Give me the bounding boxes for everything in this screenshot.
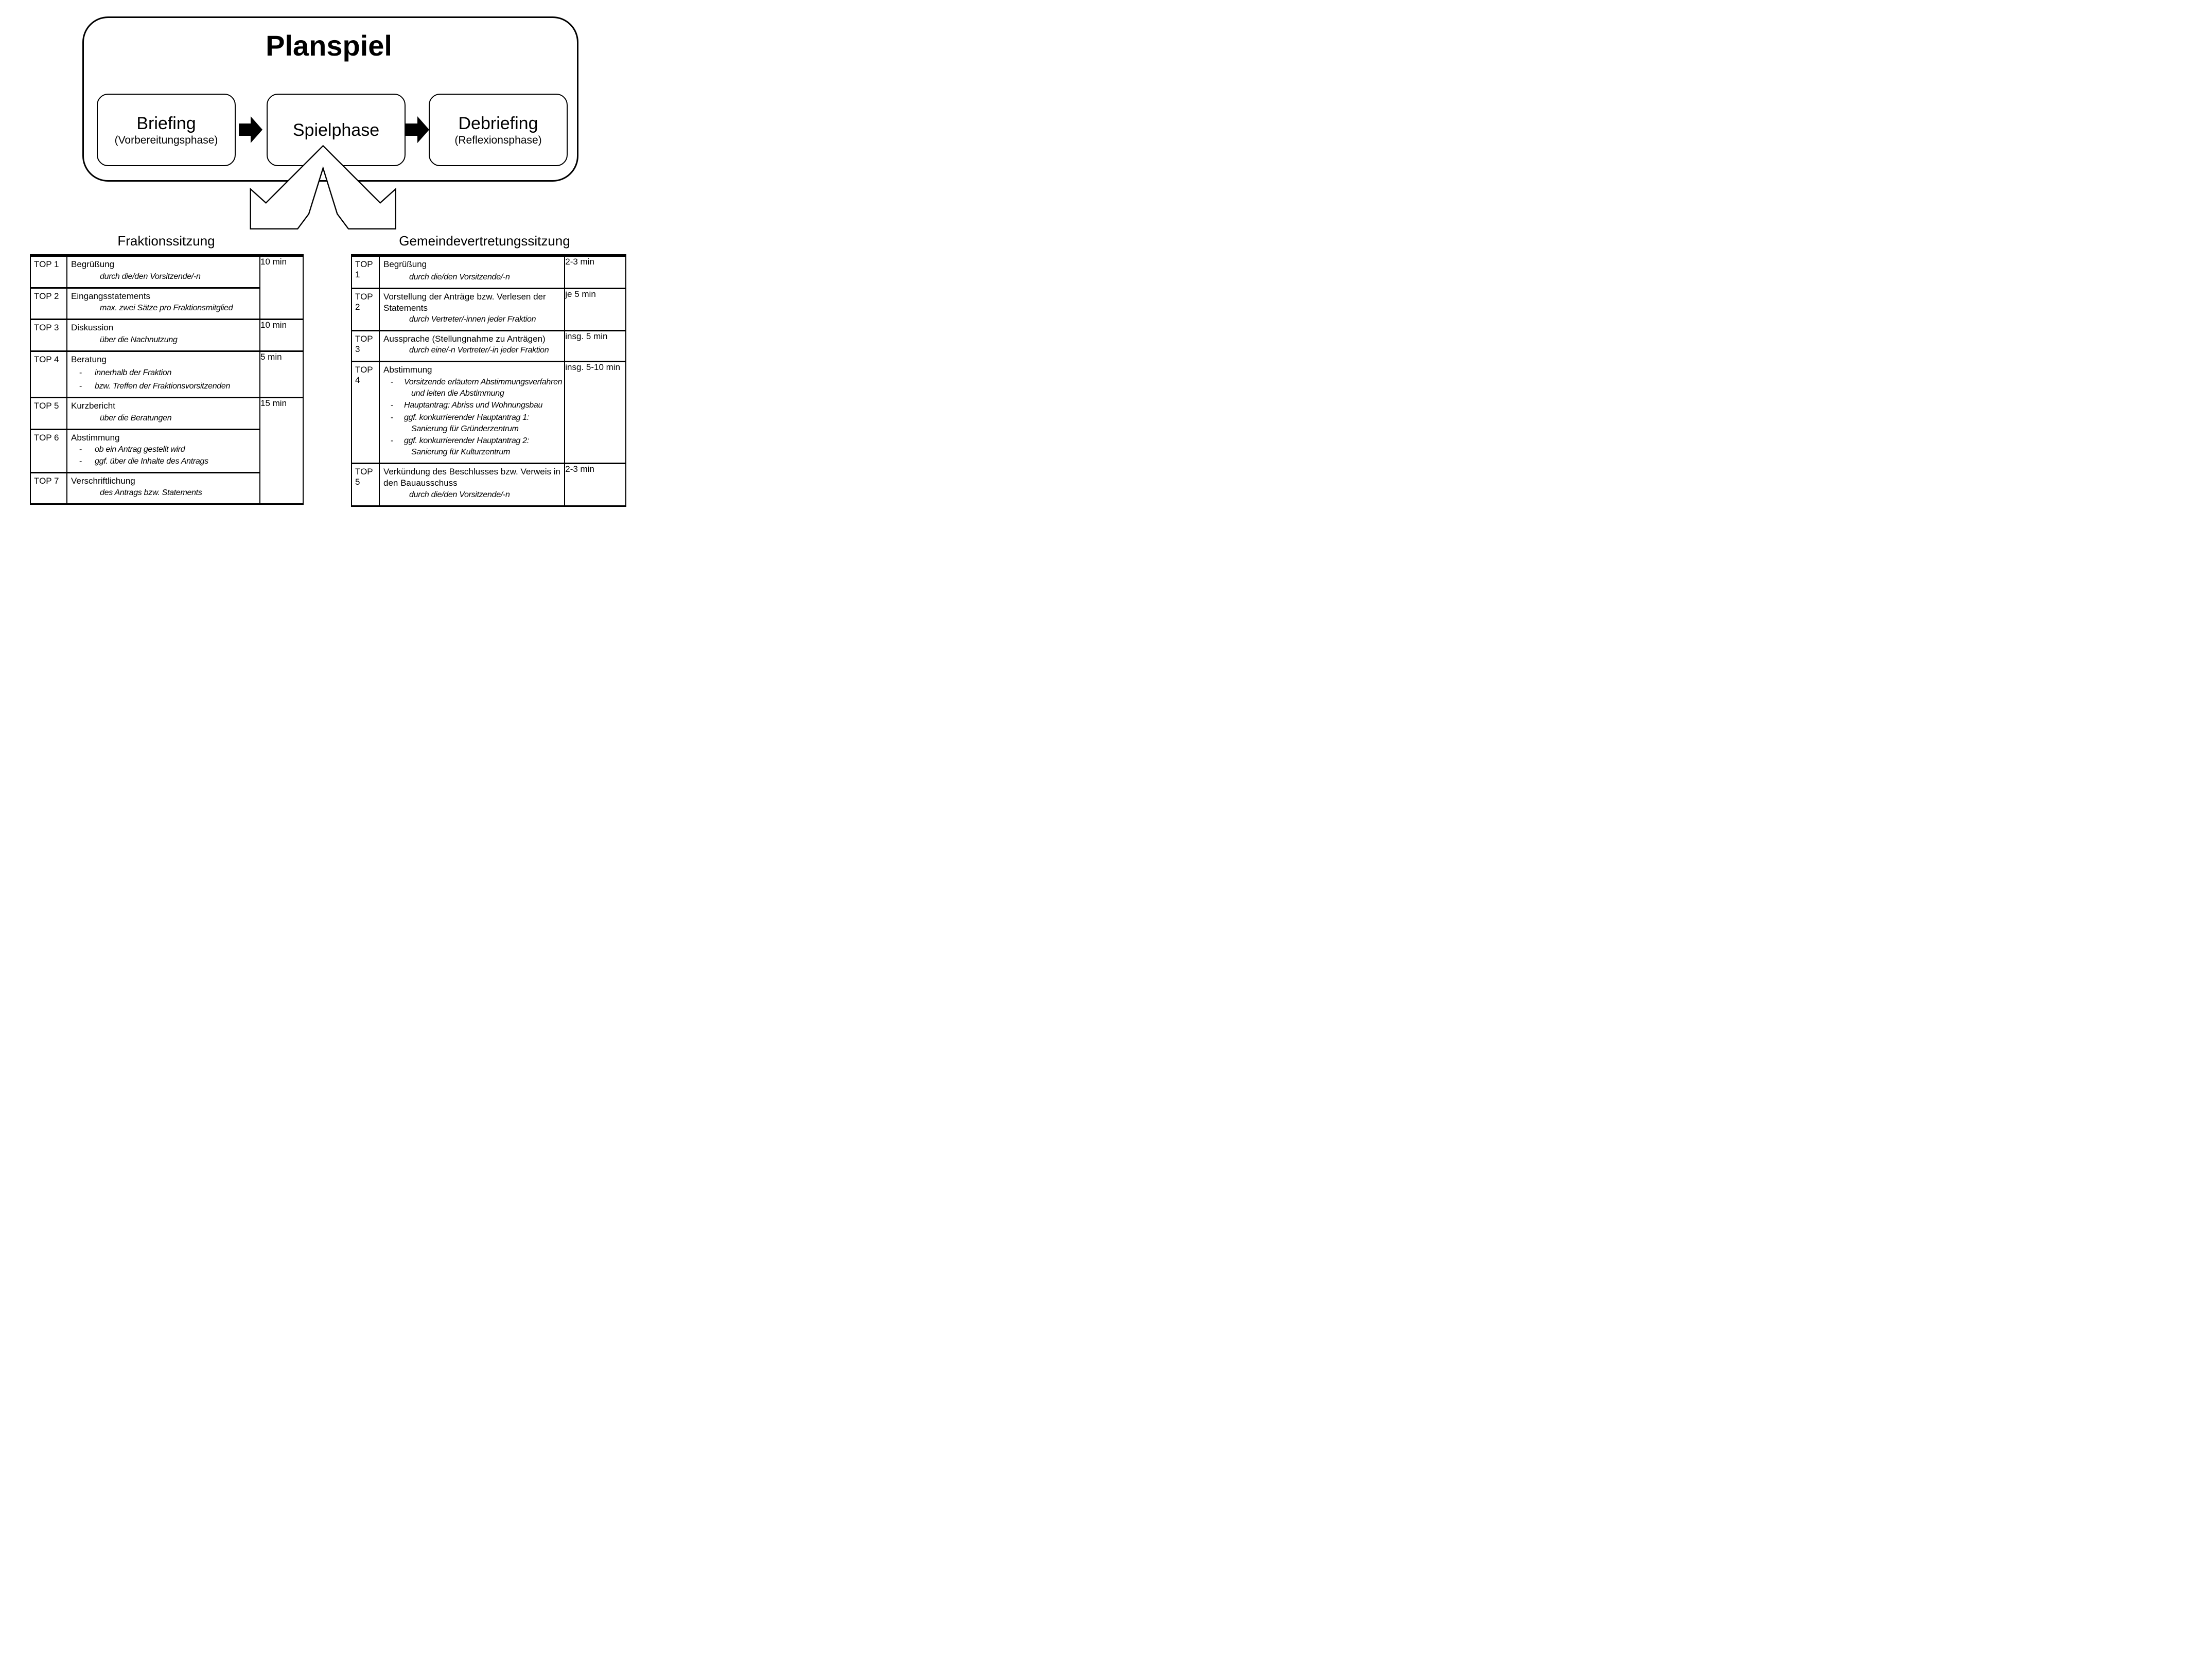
agenda-item	[380, 257, 564, 286]
phase-box-briefing	[97, 94, 236, 166]
top-cell	[352, 289, 379, 331]
top-cell	[352, 256, 379, 289]
time-label: je 5 min	[565, 289, 596, 299]
agenda-item	[67, 320, 259, 348]
agenda-item-subnote: durch eine/-n Vertreter/-in jeder Fraktion	[409, 346, 549, 355]
top-label: TOP 3	[355, 334, 373, 354]
top-label: TOP 1	[34, 259, 59, 269]
agenda-item	[67, 352, 259, 395]
agenda-row	[352, 256, 626, 289]
time-cell	[260, 256, 303, 320]
phase-sublabel-debriefing: (Reflexionsphase)	[454, 134, 542, 146]
agenda-item	[67, 473, 259, 501]
agenda-item-cell	[379, 256, 565, 289]
top-label: TOP 2	[34, 291, 59, 301]
agenda-item-cell	[67, 398, 260, 430]
bullet-item	[71, 444, 257, 455]
top-label: TOP 6	[34, 433, 59, 443]
time-cell	[565, 331, 626, 362]
agenda-item-cell	[67, 256, 260, 288]
top-cell	[352, 362, 379, 464]
agenda-item-title: Kurzbericht	[71, 401, 115, 411]
agenda-item-subnote: über die Nachnutzung	[100, 336, 178, 344]
time-label: 5 min	[260, 352, 282, 362]
agenda-item-cell	[67, 351, 260, 398]
bullet-item	[383, 435, 562, 458]
bullet-item	[383, 377, 562, 399]
bullet-line: Sanierung für Kulturzentrum	[411, 448, 511, 456]
bullet-line: und leiten die Abstimmung	[411, 389, 504, 398]
top-cell	[30, 256, 67, 288]
agenda-item-title: Abstimmung	[71, 433, 120, 443]
agenda-item-title: Begrüßung	[71, 259, 115, 269]
agenda-item-subnote: durch die/den Vorsitzende/-n	[409, 490, 510, 499]
top-cell	[352, 464, 379, 506]
agenda-item-subnote: durch Vertreter/-innen jeder Fraktion	[409, 315, 536, 324]
top-cell	[352, 331, 379, 362]
agenda-item-title: Vorstellung der Anträge bzw. Verlesen der Statements	[383, 292, 546, 313]
agenda-item	[67, 430, 259, 470]
agenda-item-cell	[67, 430, 260, 473]
top-label: TOP 5	[34, 401, 59, 411]
time-label: insg. 5-10 min	[565, 362, 621, 372]
right-arrow-icon	[406, 116, 429, 143]
bullet-item	[383, 412, 562, 435]
section-title-gemeindevertretungssitzung: Gemeindevertretungssitzung	[399, 233, 570, 249]
agenda-item-cell	[379, 331, 565, 362]
top-cell	[30, 398, 67, 430]
agenda-row	[352, 362, 626, 464]
top-label: TOP 5	[355, 467, 373, 487]
phase-label-briefing: Briefing	[136, 113, 196, 133]
planspiel-page	[0, 0, 738, 553]
bullet-line: - ob ein Antrag gestellt wird	[71, 444, 257, 455]
agenda-item-title: Aussprache (Stellungnahme zu Anträgen)	[383, 334, 546, 344]
top-cell	[30, 320, 67, 351]
agenda-row	[352, 331, 626, 362]
agenda-item	[380, 331, 564, 359]
time-cell	[260, 398, 303, 504]
agenda-item-cell	[67, 320, 260, 351]
agenda-item	[380, 464, 564, 503]
bullet-item	[383, 400, 562, 411]
agenda-item	[67, 257, 259, 285]
diagram-title: Planspiel	[266, 29, 392, 62]
bullet-line: - innerhalb der Fraktion	[71, 367, 257, 379]
top-cell	[30, 473, 67, 504]
agenda-item-title: Verkündung des Beschlusses bzw. Verweis in den Bauausschuss	[383, 467, 560, 488]
bullet-item	[71, 367, 257, 379]
agenda-item-title: Diskussion	[71, 323, 114, 332]
agenda-item-title: Begrüßung	[383, 259, 427, 269]
agenda-item-subnote: über die Beratungen	[100, 414, 172, 422]
time-label: 10 min	[260, 320, 287, 330]
agenda-row	[352, 464, 626, 506]
agenda-row	[30, 256, 303, 288]
agenda-row	[30, 351, 303, 398]
bullet-line: - bzw. Treffen der Fraktionsvorsitzenden	[71, 381, 257, 392]
bullet-line: - ggf. konkurrierender Hauptantrag 1:	[383, 412, 562, 423]
split-down-arrow-icon	[249, 144, 398, 232]
agenda-item-cell	[67, 473, 260, 504]
agenda-item	[67, 289, 259, 316]
time-label: insg. 5 min	[565, 331, 608, 341]
agenda-row	[30, 398, 303, 430]
gemeindevertretungssitzung-table	[351, 254, 626, 507]
agenda-item	[380, 362, 564, 461]
agenda-item-subnote: durch die/den Vorsitzende/-n	[100, 272, 201, 281]
bullet-item	[71, 456, 257, 467]
top-label: TOP 3	[34, 323, 59, 332]
agenda-item	[380, 289, 564, 328]
phase-box-debriefing	[429, 94, 568, 166]
agenda-item-subnote: max. zwei Sätze pro Fraktionsmitglied	[100, 304, 233, 312]
time-cell	[565, 289, 626, 331]
top-label: TOP 7	[34, 476, 59, 486]
agenda-item-subnote: durch die/den Vorsitzende/-n	[409, 273, 510, 281]
agenda-item-title: Verschriftlichung	[71, 476, 135, 486]
top-label: TOP 4	[34, 355, 59, 364]
time-label: 15 min	[260, 398, 287, 408]
right-arrow-icon	[239, 116, 262, 143]
time-cell	[565, 256, 626, 289]
agenda-item-title: Beratung	[71, 355, 107, 364]
time-cell	[565, 362, 626, 464]
time-cell	[565, 464, 626, 506]
phase-label-debriefing: Debriefing	[458, 113, 538, 133]
bullet-line: - ggf. über die Inhalte des Antrags	[71, 456, 257, 467]
time-label: 2-3 min	[565, 257, 594, 267]
agenda-item-cell	[67, 288, 260, 320]
fraktionssitzung-table	[30, 254, 304, 505]
agenda-item-title: Abstimmung	[383, 365, 432, 375]
agenda-item-cell	[379, 464, 565, 506]
agenda-item	[67, 398, 259, 427]
time-cell	[260, 351, 303, 398]
time-label: 10 min	[260, 257, 287, 267]
agenda-row	[352, 289, 626, 331]
agenda-item-cell	[379, 289, 565, 331]
top-cell	[30, 351, 67, 398]
agenda-item-subnote: des Antrags bzw. Statements	[100, 488, 202, 497]
agenda-row	[30, 320, 303, 351]
top-cell	[30, 430, 67, 473]
bullet-line: - ggf. konkurrierender Hauptantrag 2:	[383, 435, 562, 447]
agenda-item-cell	[379, 362, 565, 464]
top-label: TOP 1	[355, 259, 373, 279]
time-cell	[260, 320, 303, 351]
bullet-line: - Hauptantrag: Abriss und Wohnungsbau	[383, 400, 562, 411]
top-cell	[30, 288, 67, 320]
phase-sublabel-briefing: (Vorbereitungsphase)	[114, 134, 218, 146]
top-label: TOP 4	[355, 365, 373, 385]
bullet-item	[71, 381, 257, 392]
bullet-line: - Vorsitzende erläutern Abstimmungsverfahren	[383, 377, 562, 388]
phase-label-spielphase: Spielphase	[292, 120, 380, 140]
bullet-line: Sanierung für Gründerzentrum	[411, 424, 519, 433]
section-title-fraktionssitzung: Fraktionssitzung	[117, 233, 215, 249]
time-label: 2-3 min	[565, 464, 594, 474]
agenda-item-title: Eingangsstatements	[71, 291, 151, 301]
top-label: TOP 2	[355, 292, 373, 312]
